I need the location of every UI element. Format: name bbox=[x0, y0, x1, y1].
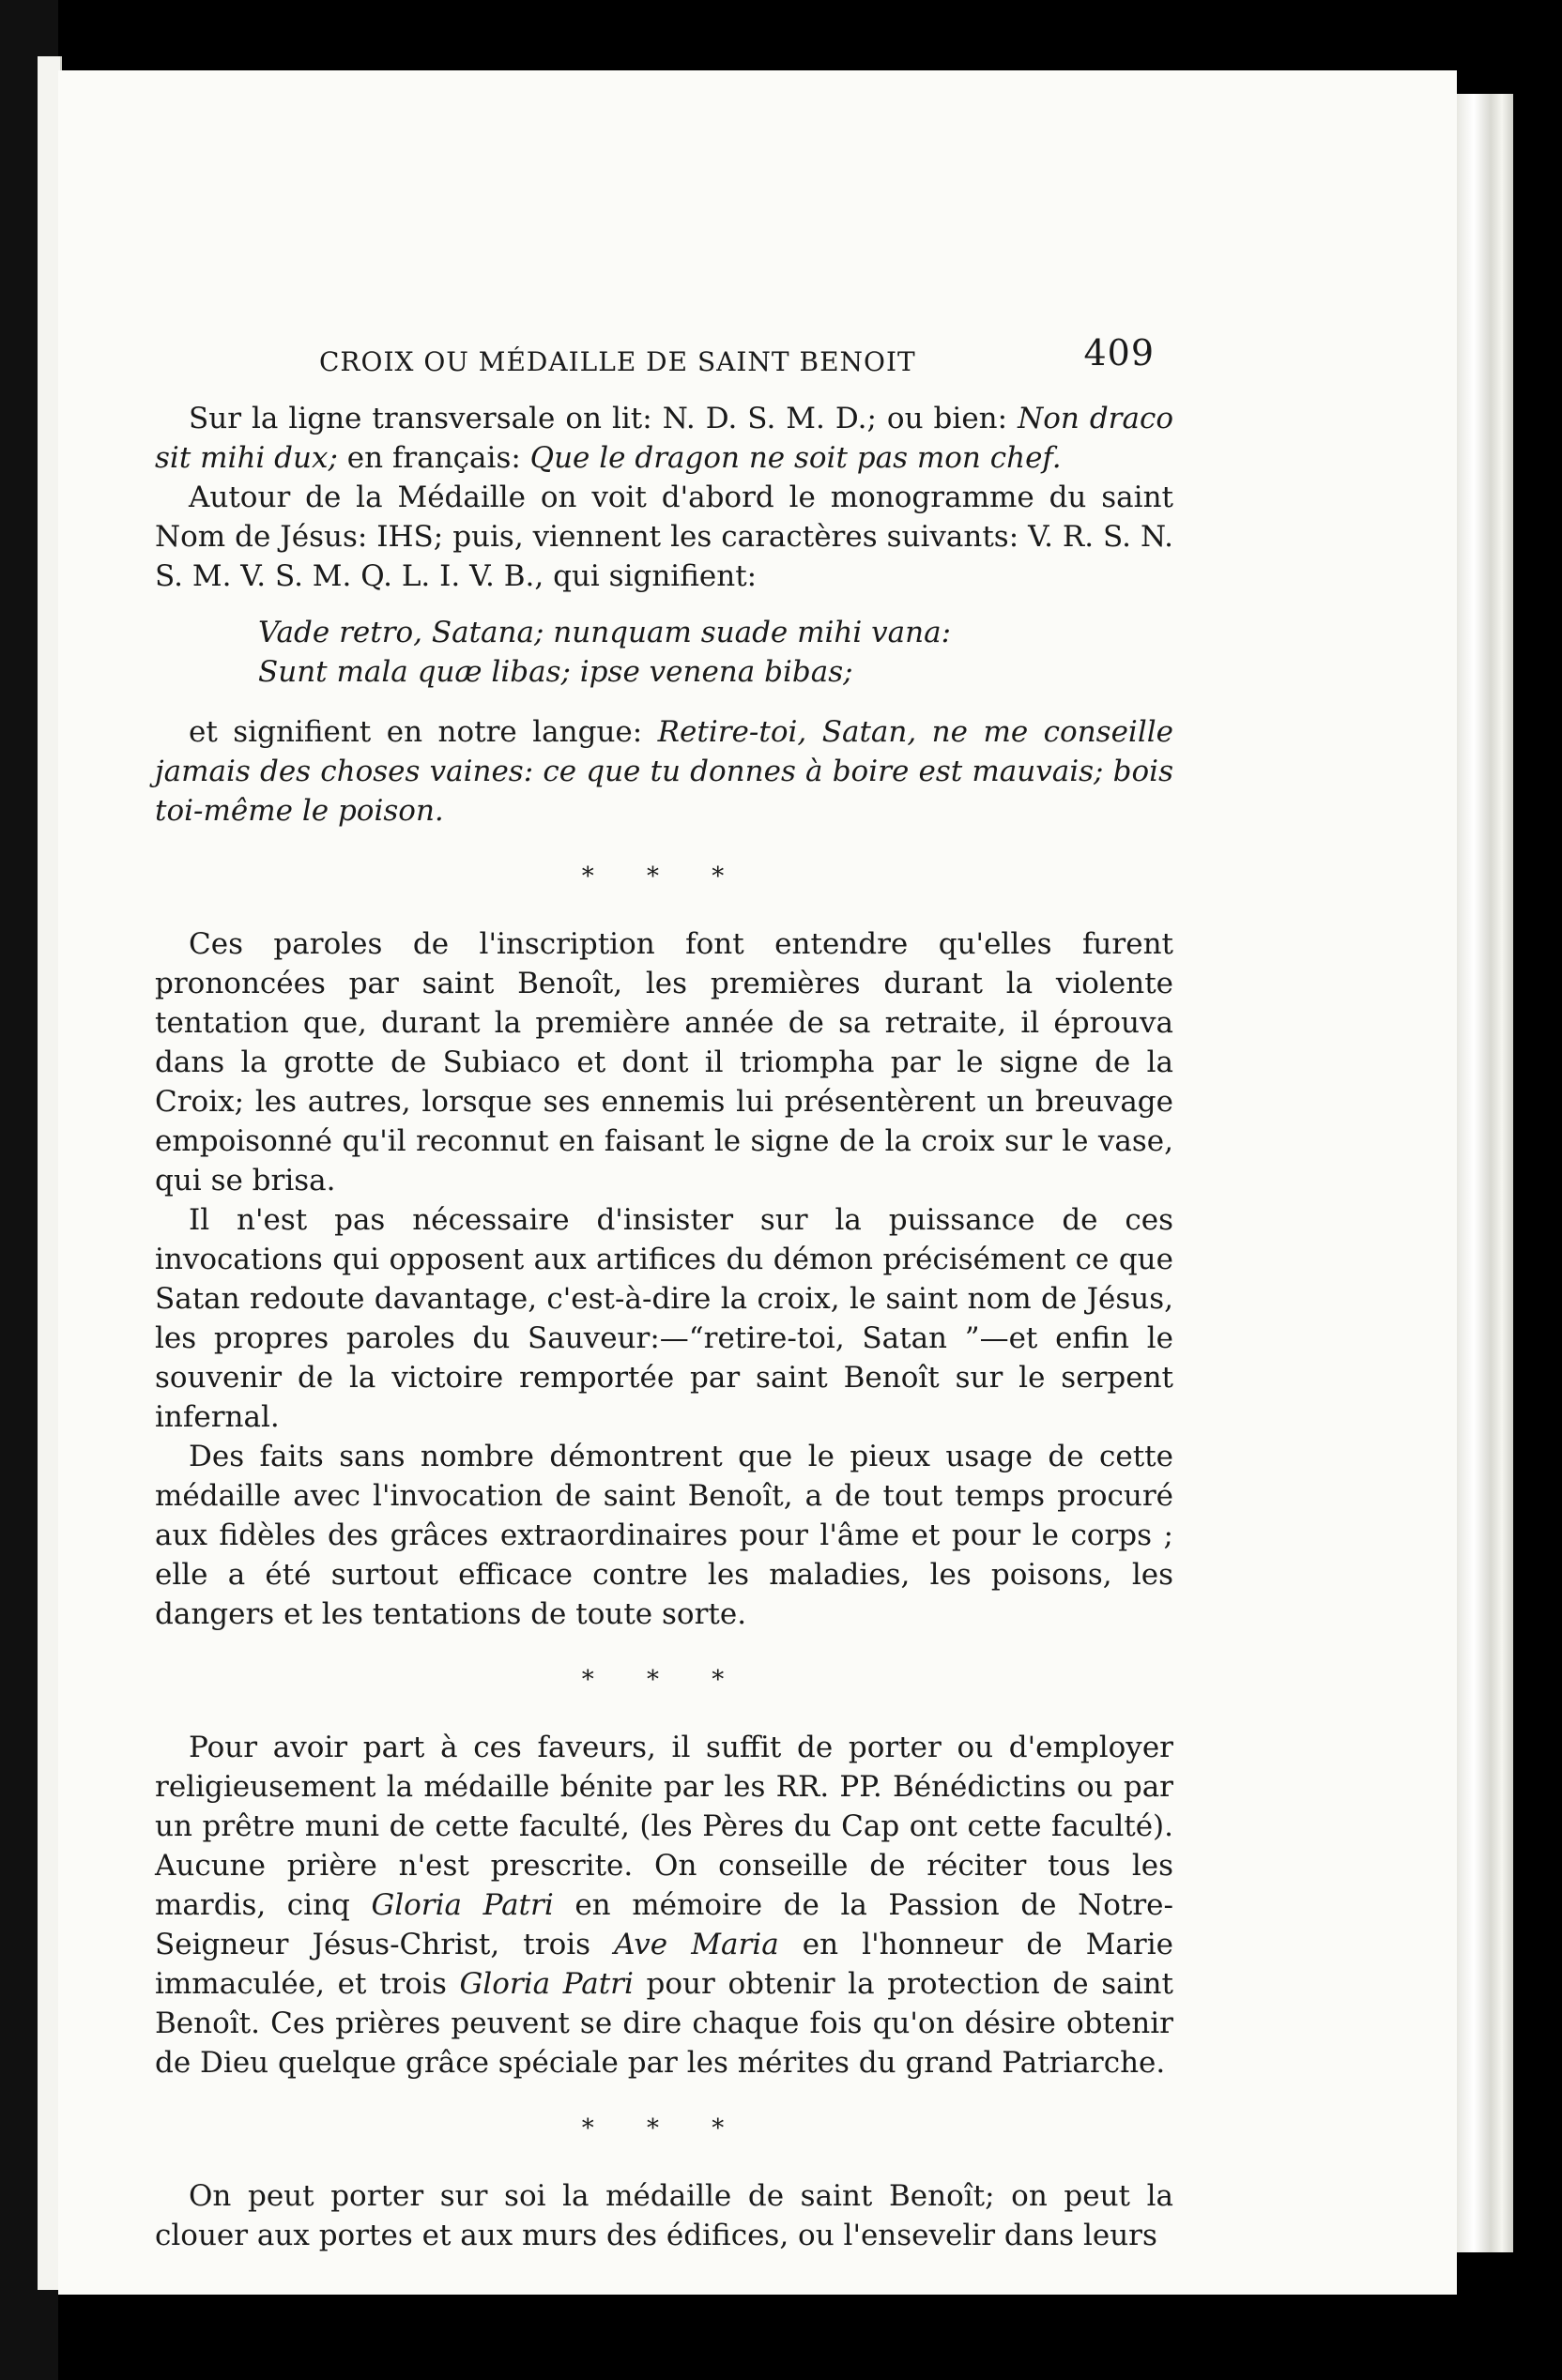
page-number: 409 bbox=[1083, 332, 1155, 374]
page-stack-edge bbox=[1457, 94, 1513, 2252]
running-title: CROIX OU MÉDAILLE DE SAINT BENOIT bbox=[319, 346, 916, 377]
paragraph-power: Il n'est pas nécessaire d'insister sur la puissance de ces invocations qui opposent aux artifices du démon précisément ce que Satan redoute davantage, c'est-à-dire la croix, le saint nom de Jésus, les propres paroles du Sauveur:—“retire-toi, Satan ”—et enfin le souvenir de la victoire remportée par saint Benoît sur le serpent infernal. bbox=[155, 1203, 1173, 1434]
paragraph-favors: Pour avoir part à ces faveurs, il suffit de porter ou d'employer religieusement la médaille bénite par les RR. PP. Bénédictins ou par un prêtre muni de cette faculté, (les Pères du Cap ont cette faculté). Aucune prière n'est prescrite. On conseille de réciter tous les mardis, cinq Gloria Patri en mémoire de la Passion de Notre-Seigneur Jésus-Christ, trois Ave Maria en l'honneur de Marie immaculée, et trois Gloria Patri pour obtenir la protection de saint Benoît. Ces prières peuvent se dire chaque fois qu'on désire obtenir de Dieu quelque grâce spéciale par les mérites du grand Patriarche. bbox=[155, 1731, 1173, 2080]
paragraph-wearing: On peut porter sur soi la médaille de saint Benoît; on peut la clouer aux portes et aux murs des édifices, ou l'ensevelir dans leurs bbox=[155, 2179, 1173, 2252]
section-separator: * * * bbox=[581, 1666, 747, 1694]
verse-line-2: Sunt mala quæ libas; ipse venena bibas; bbox=[258, 655, 853, 689]
paragraph-graces: Des faits sans nombre démontrent que le pieux usage de cette médaille avec l'invocation de saint Benoît, a de tout temps procuré aux fidèles des grâces extraordinaires pour l'âme et pour le corps ; elle a été surtout efficace contre les maladies, les poisons, les dangers et les tentations de toute sorte. bbox=[155, 1440, 1173, 1631]
section-separator: * * * bbox=[581, 862, 747, 891]
page-content bbox=[155, 333, 1173, 2255]
paragraph-transversal-line: Sur la ligne transversale on lit: N. D. S. M. D.; ou bien: Non draco sit mihi dux; en français: Que le dragon ne soit pas mon chef. bbox=[155, 402, 1174, 475]
paragraph-translation: et signifient en notre langue: Retire-toi, Satan, ne me conseille jamais des choses vaines: ce que tu donnes à boire est mauvais; bois toi-même le poison. bbox=[155, 715, 1173, 828]
verse-line-1: Vade retro, Satana; nunquam suade mihi vana: bbox=[258, 616, 952, 649]
section-separator: * * * bbox=[581, 2114, 747, 2143]
running-head bbox=[155, 333, 1173, 389]
paragraph-origin: Ces paroles de l'inscription font entendre qu'elles furent prononcées par saint Benoît, les premières durant la violente tentation que, durant la première année de sa retraite, il éprouva dans la grotte de Subiaco et dont il triompha par le signe de la Croix; les autres, lorsque ses ennemis lui présentèrent un breuvage empoisonné qu'il reconnut en faisant le signe de la croix sur le vase, qui se brisa. bbox=[155, 927, 1173, 1198]
paragraph-medal-border: Autour de la Médaille on voit d'abord le monogramme du saint Nom de Jésus: IHS; puis, viennent les caractères suivants: V. R. S. N. S. M. V. S. M. Q. L. I. V. B., qui signifient: bbox=[155, 481, 1173, 593]
latin-verse bbox=[258, 613, 1173, 692]
